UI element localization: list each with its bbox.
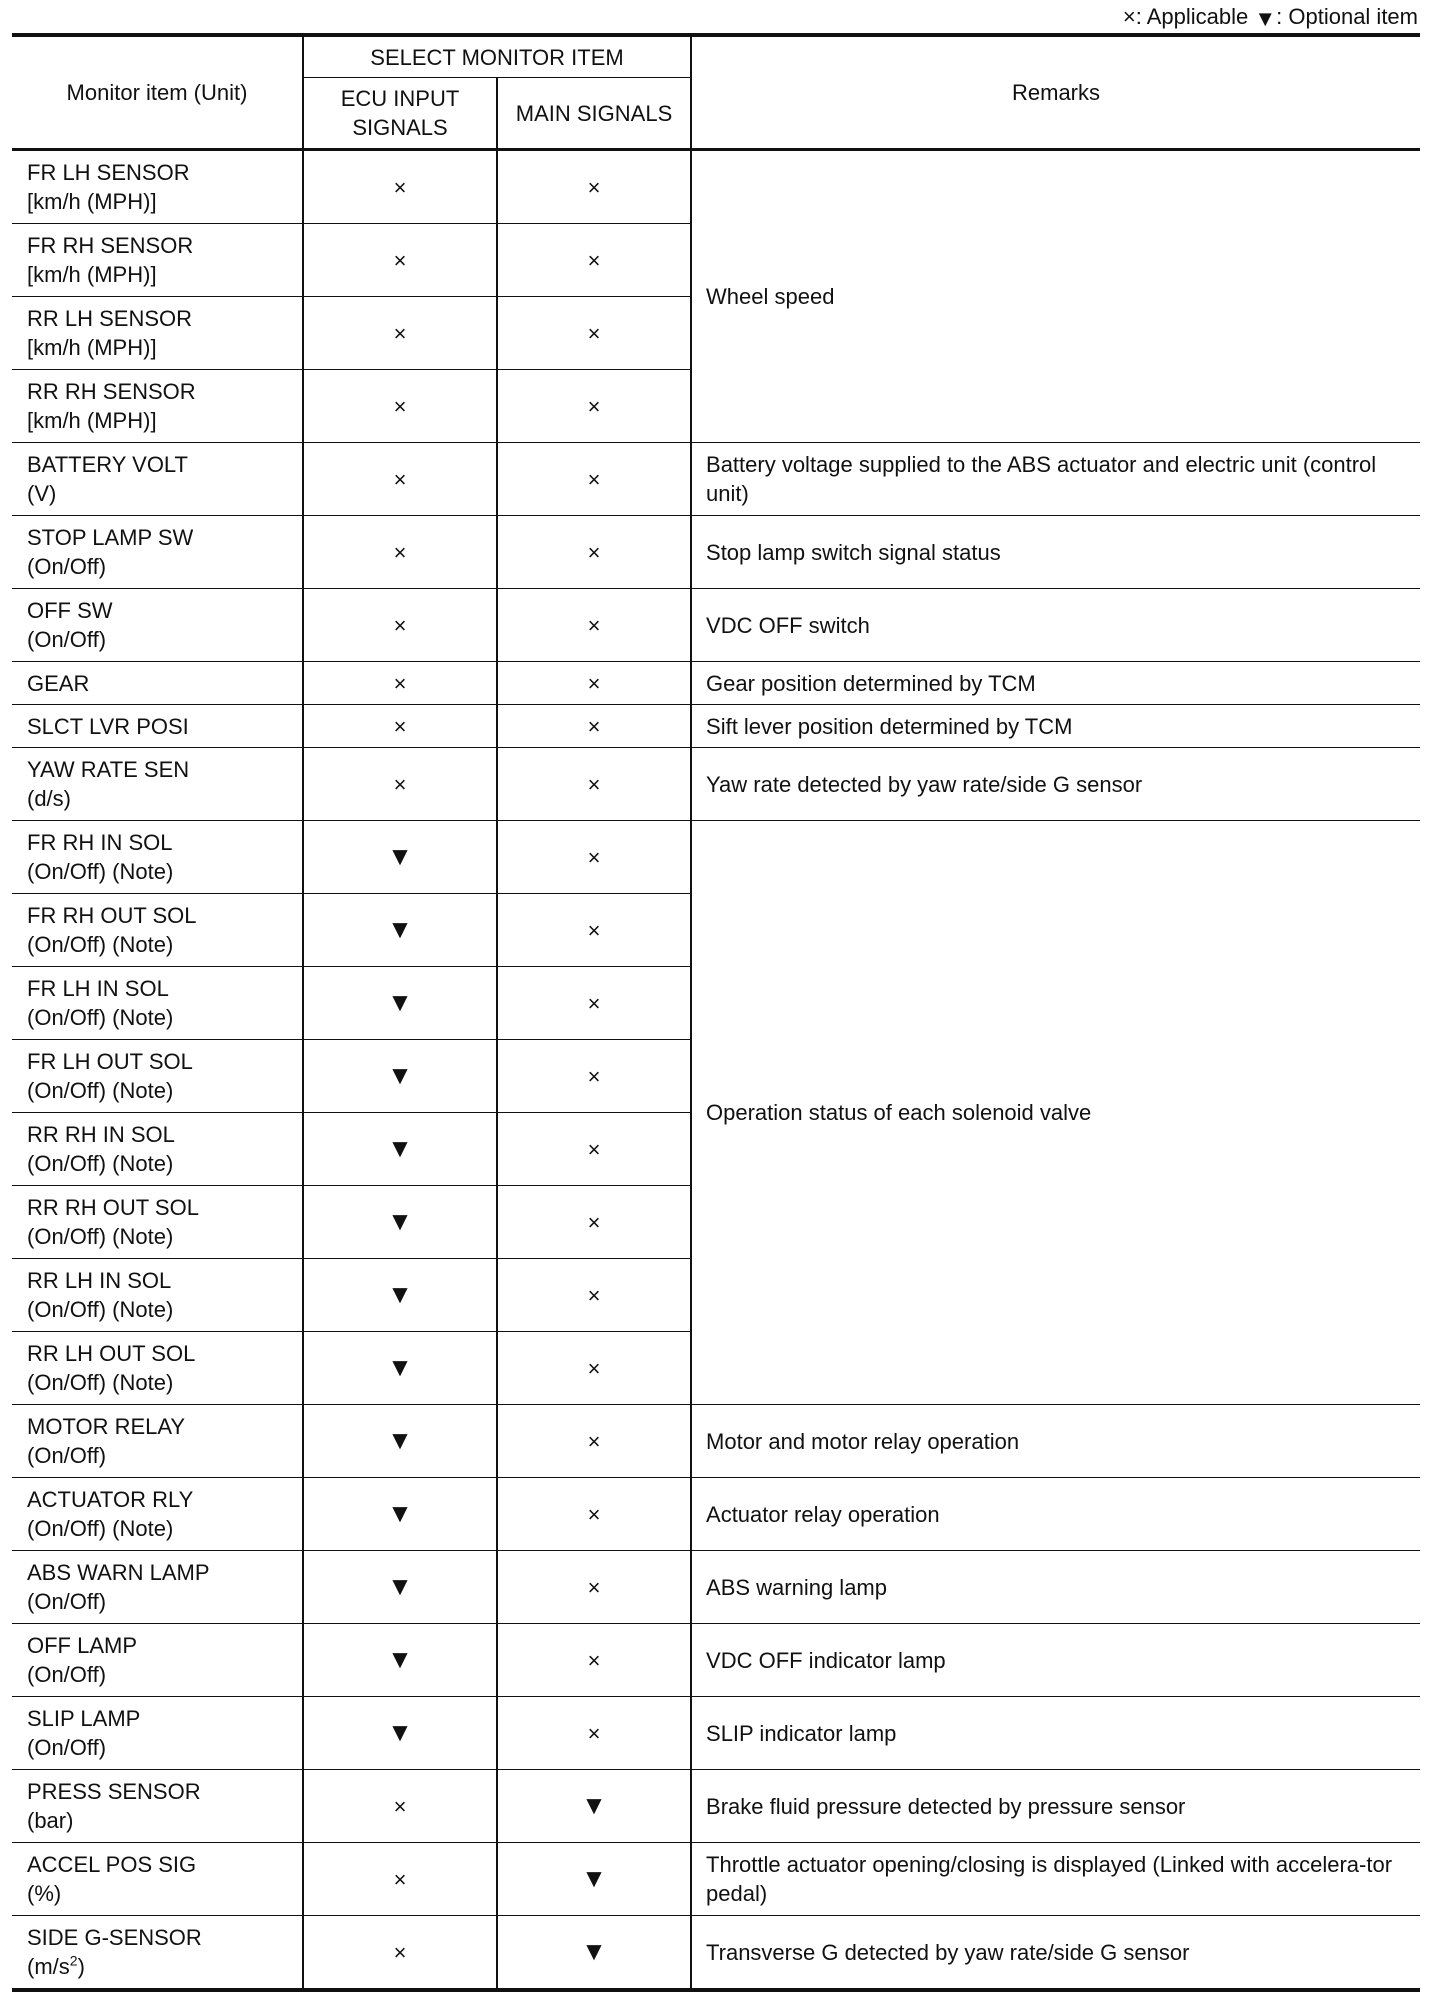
monitor-item-cell [12,748,303,821]
applicable-cross-icon: × [587,466,601,492]
monitor-item-cell [12,821,303,894]
applicable-cross-icon: × [587,670,601,696]
monitor-item-unit [27,1587,294,1616]
main-signals-mark-cell [497,748,691,821]
monitor-item-cell [12,705,303,748]
monitor-item-unit-text: (On/Off) (Note) [27,1516,174,1541]
main-signals-mark-cell [497,1405,691,1478]
monitor-item-name: FR RH OUT SOL [27,903,197,928]
monitor-item-unit-text: (On/Off) (Note) [27,1151,174,1176]
header-ecu-input-line2: SIGNALS [352,115,448,140]
table-row [12,1770,1420,1843]
ecu-input-mark-cell [303,150,497,224]
monitor-item-name: MOTOR RELAY [27,1414,186,1439]
monitor-item-name: SIDE G-SENSOR [27,1925,202,1950]
applicable-cross-icon: × [393,713,407,739]
applicable-cross-icon: × [587,1428,601,1454]
applicable-cross-icon: × [587,990,601,1016]
monitor-item-cell [12,967,303,1040]
monitor-item-cell [12,589,303,662]
monitor-item-cell [12,1332,303,1405]
main-signals-mark-cell [497,1332,691,1405]
remarks-cell: Gear position determined by TCM [691,662,1420,705]
applicable-label: : Applicable [1135,4,1249,29]
ecu-input-mark-cell [303,1478,497,1551]
main-signals-mark-cell [497,821,691,894]
applicable-cross-icon: × [393,670,407,696]
applicable-cross-icon: × [587,844,601,870]
optional-triangle-icon: ▼ [387,1643,413,1674]
monitor-item-cell [12,894,303,967]
monitor-item-unit [27,1295,294,1324]
monitor-item-name: RR RH IN SOL [27,1122,175,1147]
main-signals-mark-cell [497,662,691,705]
applicable-symbol: × [1122,4,1136,29]
remarks-cell: Actuator relay operation [691,1478,1420,1551]
monitor-item-unit [27,1368,294,1397]
monitor-item-unit-text: (d/s) [27,786,71,811]
monitor-item-name: SLIP LAMP [27,1706,141,1731]
optional-label: : Optional item [1276,4,1418,29]
main-signals-mark-cell [497,370,691,443]
ecu-input-mark-cell [303,1040,497,1113]
monitor-item-cell [12,1113,303,1186]
ecu-input-mark-cell [303,967,497,1040]
applicable-cross-icon: × [587,1647,601,1673]
ecu-input-mark-cell [303,1332,497,1405]
monitor-item-unit [27,857,294,886]
ecu-input-mark-cell [303,1113,497,1186]
remarks-cell: Throttle actuator opening/closing is displayed (Linked with accelera-tor pedal) [691,1843,1420,1916]
monitor-item-unit [27,1441,294,1470]
table-row [12,589,1420,662]
ecu-input-mark-cell [303,1405,497,1478]
table-row [12,1697,1420,1770]
remarks-cell: Sift lever position determined by TCM [691,705,1420,748]
header-remarks: Remarks [691,35,1420,150]
monitor-item-cell [12,662,303,705]
monitor-item-unit [27,479,294,508]
remarks-cell: Transverse G detected by yaw rate/side G sensor [691,1916,1420,1991]
optional-triangle-icon: ▼ [387,1278,413,1309]
applicable-cross-icon: × [587,1209,601,1235]
applicable-cross-icon: × [587,612,601,638]
optional-triangle-icon: ▼ [387,1497,413,1528]
applicable-cross-icon: × [587,174,601,200]
optional-triangle-icon: ▼ [387,913,413,944]
monitor-item-unit [27,1514,294,1543]
applicable-cross-icon: × [587,320,601,346]
main-signals-mark-cell [497,516,691,589]
main-signals-mark-cell [497,705,691,748]
legend [1123,4,1418,30]
applicable-cross-icon: × [587,539,601,565]
table-row [12,705,1420,748]
table-row [12,821,1420,894]
optional-triangle-icon: ▼ [387,986,413,1017]
applicable-cross-icon: × [393,393,407,419]
main-signals-mark-cell [497,297,691,370]
monitor-item-unit [27,784,294,813]
main-signals-mark-cell [497,150,691,224]
monitor-item-unit [27,1149,294,1178]
monitor-item-unit [27,1003,294,1032]
table-row [12,748,1420,821]
main-signals-mark-cell [497,1770,691,1843]
monitor-item-unit-text: (m/s [27,1954,70,1979]
header-select-monitor-item: SELECT MONITOR ITEM [303,35,691,78]
monitor-item-name: ACTUATOR RLY [27,1487,194,1512]
ecu-input-mark-cell [303,589,497,662]
remarks-cell: Stop lamp switch signal status [691,516,1420,589]
ecu-input-mark-cell [303,748,497,821]
ecu-input-mark-cell [303,1697,497,1770]
applicable-cross-icon: × [393,1866,407,1892]
monitor-item-cell [12,1405,303,1478]
optional-triangle-icon: ▼ [387,1570,413,1601]
monitor-item-name: SLCT LVR POSI [27,713,189,739]
monitor-item-cell [12,1040,303,1113]
header-ecu-input-line1: ECU INPUT [340,86,460,111]
applicable-cross-icon: × [393,320,407,346]
main-signals-mark-cell [497,1040,691,1113]
monitor-item-cell [12,1551,303,1624]
monitor-table [12,33,1420,1992]
monitor-item-name: RR LH SENSOR [27,306,193,331]
main-signals-mark-cell [497,1916,691,1991]
monitor-item-unit [27,1952,294,1981]
ecu-input-mark-cell [303,894,497,967]
monitor-item-unit [27,552,294,581]
remarks-cell: SLIP indicator lamp [691,1697,1420,1770]
remarks-cell: Brake fluid pressure detected by pressure sensor [691,1770,1420,1843]
monitor-item-cell [12,443,303,516]
applicable-cross-icon: × [393,771,407,797]
monitor-item-name: RR LH OUT SOL [27,1341,196,1366]
ecu-input-mark-cell [303,705,497,748]
table-row [12,1624,1420,1697]
monitor-item-unit-text: (On/Off) [27,1443,107,1468]
table-row [12,516,1420,589]
table-row [12,662,1420,705]
monitor-item-name: BATTERY VOLT [27,452,188,477]
applicable-cross-icon: × [587,1282,601,1308]
monitor-item-name: GEAR [27,670,90,696]
table-row [12,1551,1420,1624]
applicable-cross-icon: × [393,466,407,492]
applicable-cross-icon: × [393,247,407,273]
ecu-input-mark-cell [303,662,497,705]
header-ecu-input-signals [303,78,497,150]
monitor-item-unit [27,1076,294,1105]
monitor-item-unit-text: (bar) [27,1808,74,1833]
optional-triangle-icon: ▼ [581,1862,607,1893]
applicable-cross-icon: × [587,1574,601,1600]
main-signals-mark-cell [497,1478,691,1551]
applicable-cross-icon: × [587,1720,601,1746]
monitor-item-unit-text: (On/Off) [27,1589,107,1614]
table-row [12,150,1420,224]
optional-triangle-icon: ▼ [581,1789,607,1820]
remarks-cell: Motor and motor relay operation [691,1405,1420,1478]
ecu-input-mark-cell [303,443,497,516]
main-signals-mark-cell [497,1113,691,1186]
monitor-item-cell [12,1186,303,1259]
applicable-cross-icon: × [393,539,407,565]
ecu-input-mark-cell [303,1916,497,1991]
monitor-item-name: STOP LAMP SW [27,525,194,550]
applicable-cross-icon: × [587,1063,601,1089]
monitor-item-name: YAW RATE SEN [27,757,190,782]
monitor-item-unit-text: [km/h (MPH)] [27,262,157,287]
optional-triangle-icon: ▼ [387,1059,413,1090]
monitor-item-unit-text: [km/h (MPH)] [27,335,157,360]
monitor-item-unit [27,333,294,362]
monitor-item-cell [12,516,303,589]
ecu-input-mark-cell [303,1770,497,1843]
applicable-cross-icon: × [587,1136,601,1162]
monitor-item-name: RR RH SENSOR [27,379,196,404]
table-header [12,35,1420,150]
monitor-item-cell [12,297,303,370]
main-signals-mark-cell [497,1551,691,1624]
remarks-cell: ABS warning lamp [691,1551,1420,1624]
monitor-item-name: OFF SW [27,598,113,623]
monitor-item-name: FR LH OUT SOL [27,1049,193,1074]
monitor-item-cell [12,1916,303,1991]
monitor-item-unit-text: (On/Off) [27,627,107,652]
monitor-item-unit-text: (V) [27,481,57,506]
table-row [12,1843,1420,1916]
applicable-cross-icon: × [587,917,601,943]
main-signals-mark-cell [497,589,691,662]
optional-triangle-icon: ▼ [387,1132,413,1163]
monitor-item-unit-text: (On/Off) (Note) [27,1370,174,1395]
monitor-item-unit-text: (On/Off) (Note) [27,932,174,957]
monitor-item-unit-superscript: 2 [69,1952,78,1969]
monitor-item-cell [12,370,303,443]
remarks-cell: Operation status of each solenoid valve [691,821,1420,1405]
monitor-item-cell [12,1697,303,1770]
main-signals-mark-cell [497,443,691,516]
applicable-cross-icon: × [587,1355,601,1381]
main-signals-mark-cell [497,1259,691,1332]
monitor-item-unit-text: (On/Off) (Note) [27,1078,174,1103]
monitor-item-name: FR RH IN SOL [27,830,173,855]
monitor-item-unit [27,1879,294,1908]
ecu-input-mark-cell [303,1186,497,1259]
monitor-item-name: RR RH OUT SOL [27,1195,199,1220]
table-row [12,1478,1420,1551]
monitor-item-name: ACCEL POS SIG [27,1852,197,1877]
main-signals-mark-cell [497,967,691,1040]
monitor-item-unit-text: (On/Off) (Note) [27,859,174,884]
ecu-input-mark-cell [303,224,497,297]
remarks-cell: VDC OFF switch [691,589,1420,662]
monitor-item-unit [27,1806,294,1835]
ecu-input-mark-cell [303,1843,497,1916]
applicable-cross-icon: × [587,247,601,273]
monitor-item-unit [27,1733,294,1762]
ecu-input-mark-cell [303,821,497,894]
monitor-item-unit-text: (On/Off) [27,1735,107,1760]
monitor-item-unit [27,1660,294,1689]
header-monitor-item: Monitor item (Unit) [12,35,303,150]
remarks-cell: VDC OFF indicator lamp [691,1624,1420,1697]
monitor-item-unit-text: (On/Off) (Note) [27,1224,174,1249]
monitor-item-cell [12,1843,303,1916]
ecu-input-mark-cell [303,1259,497,1332]
applicable-cross-icon: × [393,1939,407,1965]
monitor-item-unit [27,625,294,654]
remarks-cell: Battery voltage supplied to the ABS actuator and electric unit (control unit) [691,443,1420,516]
ecu-input-mark-cell [303,297,497,370]
ecu-input-mark-cell [303,516,497,589]
header-main-signals: MAIN SIGNALS [497,78,691,150]
optional-triangle-icon: ▼ [387,1716,413,1747]
table-row [12,1405,1420,1478]
monitor-item-unit [27,930,294,959]
main-signals-mark-cell [497,894,691,967]
applicable-cross-icon: × [587,393,601,419]
main-signals-mark-cell [497,224,691,297]
ecu-input-mark-cell [303,1624,497,1697]
monitor-item-unit [27,406,294,435]
applicable-cross-icon: × [587,1501,601,1527]
monitor-item-name: OFF LAMP [27,1633,138,1658]
monitor-item-name: RR LH IN SOL [27,1268,172,1293]
applicable-cross-icon: × [393,612,407,638]
applicable-cross-icon: × [587,771,601,797]
main-signals-mark-cell [497,1186,691,1259]
optional-triangle-icon: ▼ [387,1351,413,1382]
main-signals-mark-cell [497,1843,691,1916]
main-signals-mark-cell [497,1624,691,1697]
monitor-item-unit-end: ) [77,1954,85,1979]
table-body [12,150,1420,1991]
applicable-cross-icon: × [393,1793,407,1819]
monitor-item-unit-text: (On/Off) [27,554,107,579]
optional-triangle-icon: ▼ [387,1424,413,1455]
monitor-item-unit-text: (On/Off) [27,1662,107,1687]
table-row [12,1916,1420,1991]
monitor-item-name: FR LH IN SOL [27,976,169,1001]
monitor-item-name: FR RH SENSOR [27,233,194,258]
monitor-item-cell [12,1770,303,1843]
monitor-item-cell [12,150,303,224]
monitor-item-name: FR LH SENSOR [27,160,190,185]
table-row [12,443,1420,516]
monitor-item-unit-text: (On/Off) (Note) [27,1297,174,1322]
ecu-input-mark-cell [303,370,497,443]
ecu-input-mark-cell [303,1551,497,1624]
remarks-cell: Wheel speed [691,150,1420,443]
monitor-item-cell [12,1624,303,1697]
monitor-item-cell [12,1259,303,1332]
monitor-item-name: ABS WARN LAMP [27,1560,210,1585]
optional-triangle-icon: ▼ [387,1205,413,1236]
optional-triangle-icon: ▼ [581,1935,607,1966]
remarks-cell: Yaw rate detected by yaw rate/side G sensor [691,748,1420,821]
optional-triangle-icon: ▼ [387,840,413,871]
monitor-item-unit-text: (%) [27,1881,62,1906]
monitor-item-unit [27,1222,294,1251]
monitor-item-name: PRESS SENSOR [27,1779,201,1804]
applicable-cross-icon: × [393,174,407,200]
monitor-item-unit-text: [km/h (MPH)] [27,408,157,433]
monitor-item-unit [27,187,294,216]
monitor-item-unit [27,260,294,289]
main-signals-mark-cell [497,1697,691,1770]
monitor-item-unit-text: [km/h (MPH)] [27,189,157,214]
applicable-cross-icon: × [587,713,601,739]
monitor-item-unit-text: (On/Off) (Note) [27,1005,174,1030]
optional-symbol: ▼ [1254,6,1277,31]
monitor-item-cell [12,224,303,297]
monitor-item-cell [12,1478,303,1551]
